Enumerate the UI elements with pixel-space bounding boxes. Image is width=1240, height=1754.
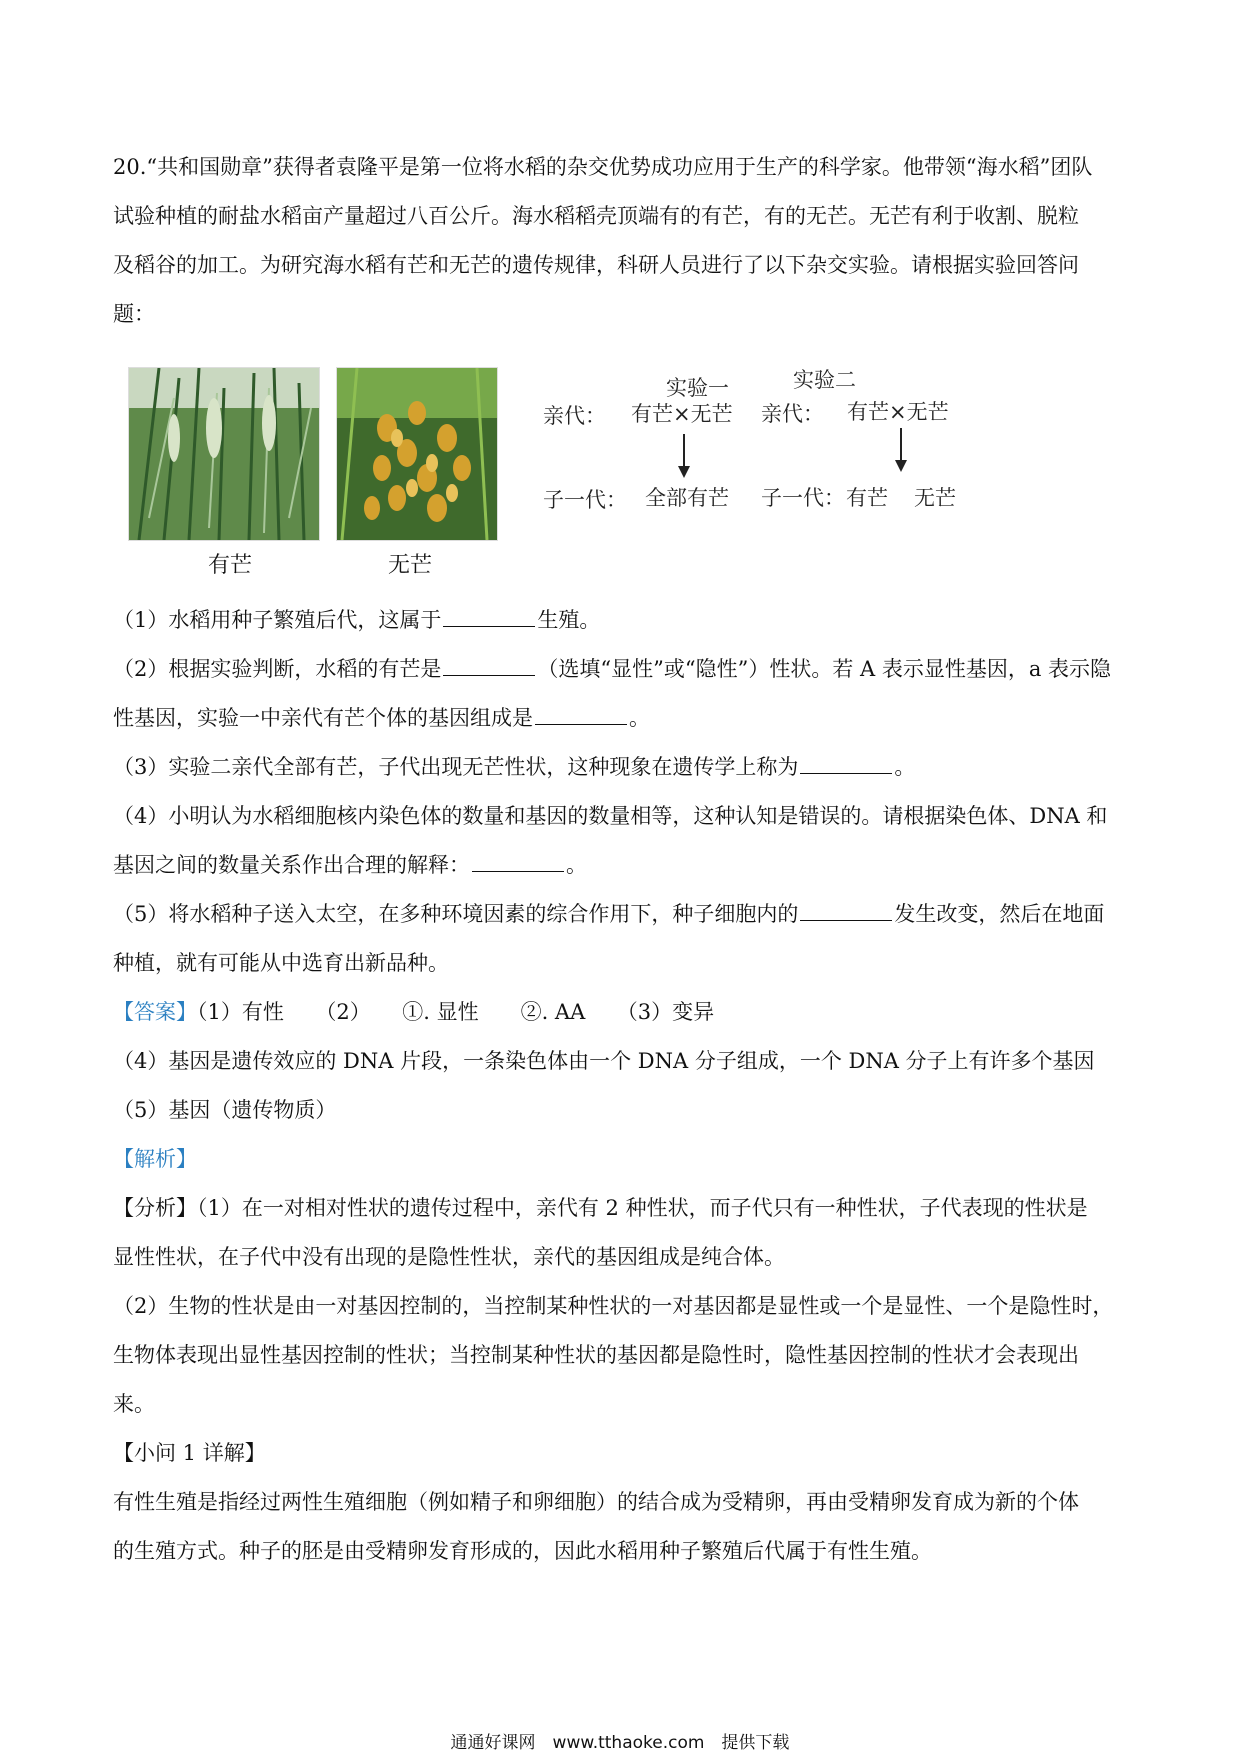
offspring-label-1: 子一代： [543, 488, 627, 512]
parent-label-1: 亲代： [543, 404, 606, 428]
question-5-line-1: （5）将水稻种子送入太空，在多种环境因素的综合作用下，种子细胞内的 发生改变，然后在地面 [113, 902, 1105, 926]
analysis-line-2: 显性性状，在子代中没有出现的是隐性性状，亲代的基因组成是纯合体。 [113, 1245, 785, 1269]
page-footer: 通通好课网 www.tthaoke.com 提供下载 [450, 1733, 790, 1753]
awned-rice-photo [128, 367, 320, 541]
experiment-1-offspring: 全部有芒 [645, 486, 729, 510]
parent-label-2: 亲代： [761, 402, 824, 426]
answer-blank[interactable] [800, 755, 892, 774]
question-4-line-2: 基因之间的数量关系作出合理的解释： 。 [113, 853, 587, 877]
answer-line-2: （4）基因是遗传效应的 DNA 片段，一条染色体由一个 DNA 分子组成，一个 DNA 分子上有许多个基因 [113, 1049, 1095, 1073]
sub-question-1-line-1: 有性生殖是指经过两性生殖细胞（例如精子和卵细胞）的结合成为受精卵，再由受精卵发育成为新的个体 [113, 1490, 1079, 1514]
analysis-line-1: 【分析】（1）在一对相对性状的遗传过程中，亲代有 2 种性状，而子代只有一种性状，子代表现的性状是 [113, 1196, 1088, 1220]
question-intro-line-4: 题： [113, 302, 155, 326]
question-2-line-1: （2）根据实验判断，水稻的有芒是 （选填“显性”或“隐性”）性状。若 A 表示显性基因，a 表示隐 [113, 657, 1112, 681]
experiment-2-arrow [893, 428, 909, 474]
awnless-label: 无芒 [388, 553, 433, 578]
experiment-2-parents: 有芒×无芒 [847, 400, 949, 424]
sub-question-1-line-2: 的生殖方式。种子的胚是由受精卵发育形成的，因此水稻用种子繁殖后代属于有性生殖。 [113, 1539, 932, 1563]
answer-tag: 【答案】 [113, 1000, 197, 1024]
answer-line-1: 【答案】（1）有性 （2） ①. 显性 ②. AA （3）变异 [113, 1000, 715, 1024]
sub-question-1-title: 【小问 1 详解】 [113, 1441, 266, 1465]
awned-label: 有芒 [208, 553, 253, 578]
analysis-line-3: （2）生物的性状是由一对基因控制的，当控制某种性状的一对基因都是显性或一个是显性、一个是隐性时， [113, 1294, 1114, 1318]
answer-line-3: （5）基因（遗传物质） [113, 1098, 337, 1122]
awnless-rice-photo [336, 367, 498, 541]
answer-blank[interactable] [443, 657, 535, 676]
experiment-2-offspring-awned: 有芒 [846, 486, 888, 510]
analysis-subtag: 【分析】 [113, 1196, 197, 1220]
analysis-tag: 【解析】 [113, 1147, 197, 1171]
answer-blank[interactable] [472, 853, 564, 872]
experiment-2-offspring-awnless: 无芒 [914, 486, 956, 510]
question-intro-line-1: 20.“共和国勋章”获得者袁隆平是第一位将水稻的杂交优势成功应用于生产的科学家。他带领“海水稻”团队 [113, 155, 1093, 179]
experiment-1-arrow [676, 434, 692, 480]
answer-blank[interactable] [443, 608, 535, 627]
analysis-line-4: 生物体表现出显性基因控制的性状；当控制某种性状的基因都是隐性时，隐性基因控制的性状才会表现出 [113, 1343, 1079, 1367]
question-3: （3）实验二亲代全部有芒，子代出现无芒性状，这种现象在遗传学上称为 。 [113, 755, 916, 779]
question-1: （1）水稻用种子繁殖后代，这属于 生殖。 [113, 608, 601, 632]
answer-blank[interactable] [535, 706, 627, 725]
experiment-2-title: 实验二 [793, 368, 856, 392]
answer-blank[interactable] [800, 902, 892, 921]
question-intro-line-3: 及稻谷的加工。为研究海水稻有芒和无芒的遗传规律，科研人员进行了以下杂交实验。请根据实验回答问 [113, 253, 1079, 277]
offspring-label-2: 子一代： [761, 486, 845, 510]
question-intro-line-2: 试验种植的耐盐水稻亩产量超过八百公斤。海水稻稻壳顶端有的有芒，有的无芒。无芒有利于收割、脱粒 [113, 204, 1079, 228]
question-5-line-2: 种植，就有可能从中选育出新品种。 [113, 951, 449, 975]
experiment-1-parents: 有芒×无芒 [631, 402, 733, 426]
question-4-line-1: （4）小明认为水稻细胞核内染色体的数量和基因的数量相等，这种认知是错误的。请根据染色体、DNA 和 [113, 804, 1108, 828]
experiment-1-title: 实验一 [666, 376, 729, 400]
question-2-line-2: 性基因，实验一中亲代有芒个体的基因组成是 。 [113, 706, 650, 730]
analysis-line-5: 来。 [113, 1392, 155, 1416]
